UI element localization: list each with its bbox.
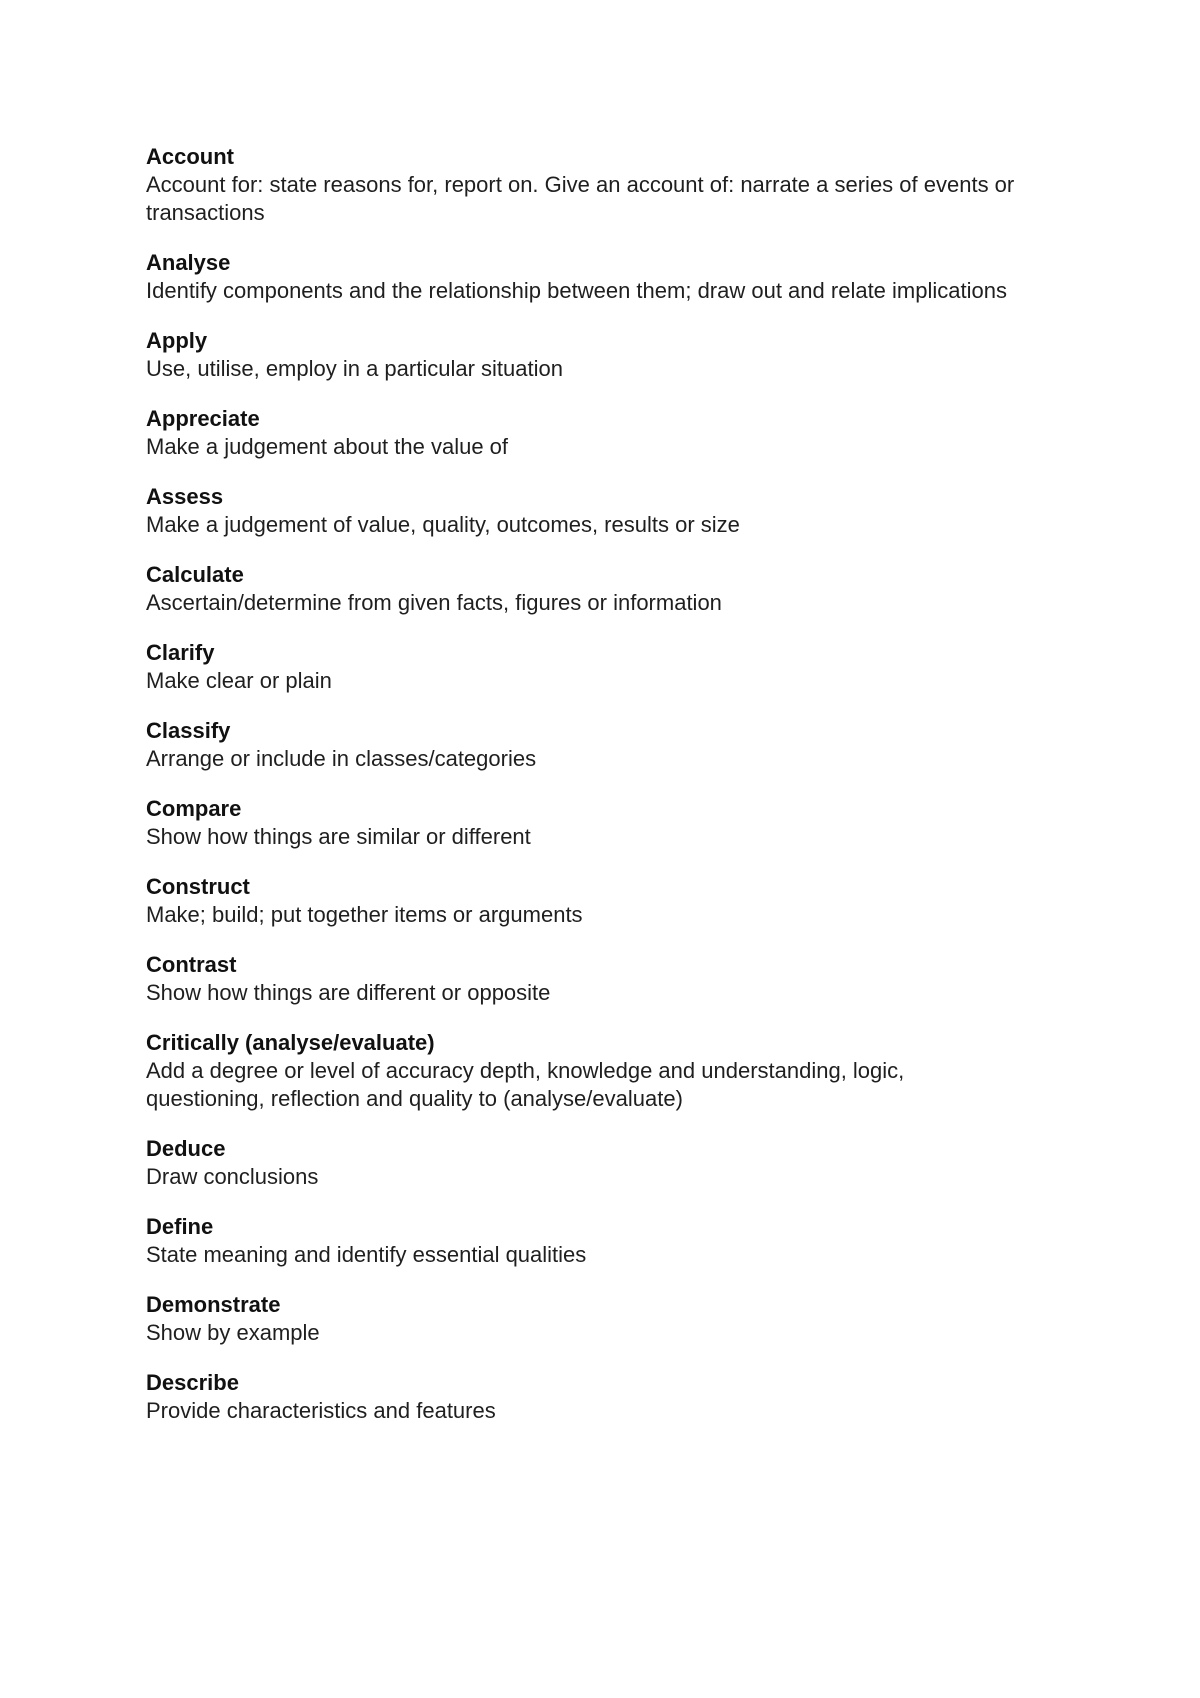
glossary-definition: Identify components and the relationship between them; draw out and relate implications	[146, 278, 1007, 303]
glossary-term: Compare	[146, 796, 242, 821]
glossary-entry-define	[146, 1213, 1026, 1269]
glossary-term: Construct	[146, 874, 250, 899]
glossary-term: Account	[146, 144, 234, 169]
glossary-term: Clarify	[146, 640, 215, 665]
glossary-entry-contrast	[146, 951, 1026, 1007]
glossary-entry-appreciate	[146, 405, 1026, 461]
glossary-term: Contrast	[146, 952, 237, 977]
glossary-definition: Use, utilise, employ in a particular situation	[146, 356, 563, 381]
glossary-definition: Show how things are similar or different	[146, 824, 531, 849]
glossary-definition: Make clear or plain	[146, 668, 332, 693]
glossary-entry-classify	[146, 717, 1026, 773]
glossary-definition: State meaning and identify essential qualities	[146, 1242, 587, 1267]
glossary-term: Analyse	[146, 250, 231, 275]
glossary-term: Define	[146, 1214, 214, 1239]
glossary-entry-clarify	[146, 639, 1026, 695]
glossary-definition: Draw conclusions	[146, 1164, 319, 1189]
glossary-entry-compare	[146, 795, 1026, 851]
glossary-definition: Arrange or include in classes/categories	[146, 746, 537, 771]
glossary-entry-critically	[146, 1029, 1026, 1113]
glossary-definition: Account for: state reasons for, report on. Give an account of: narrate a series of events or transactions	[146, 172, 1015, 225]
glossary-definition: Make; build; put together items or arguments	[146, 902, 583, 927]
glossary-entry-construct	[146, 873, 1026, 929]
glossary-list	[146, 143, 1026, 1447]
glossary-term: Apply	[146, 328, 208, 353]
glossary-entry-account	[146, 143, 1026, 227]
glossary-definition: Add a degree or level of accuracy depth, knowledge and understanding, logic, questioning, reflection and quality to (analyse/evaluate)	[146, 1058, 905, 1111]
glossary-entry-calculate	[146, 561, 1026, 617]
glossary-entry-deduce	[146, 1135, 1026, 1191]
glossary-entry-analyse	[146, 249, 1026, 305]
glossary-definition: Ascertain/determine from given facts, figures or information	[146, 590, 722, 615]
glossary-definition: Show how things are different or opposite	[146, 980, 551, 1005]
glossary-entry-apply	[146, 327, 1026, 383]
glossary-definition: Show by example	[146, 1320, 320, 1345]
glossary-definition: Provide characteristics and features	[146, 1398, 496, 1423]
glossary-term: Calculate	[146, 562, 244, 587]
glossary-definition: Make a judgement about the value of	[146, 434, 509, 459]
glossary-term: Assess	[146, 484, 224, 509]
glossary-entry-demonstrate	[146, 1291, 1026, 1347]
glossary-term: Appreciate	[146, 406, 260, 431]
glossary-term: Critically (analyse/evaluate)	[146, 1030, 435, 1055]
glossary-entry-assess	[146, 483, 1026, 539]
glossary-definition: Make a judgement of value, quality, outcomes, results or size	[146, 512, 740, 537]
glossary-term: Deduce	[146, 1136, 226, 1161]
glossary-term: Describe	[146, 1370, 239, 1395]
glossary-term: Demonstrate	[146, 1292, 281, 1317]
glossary-entry-describe	[146, 1369, 1026, 1425]
glossary-term: Classify	[146, 718, 231, 743]
